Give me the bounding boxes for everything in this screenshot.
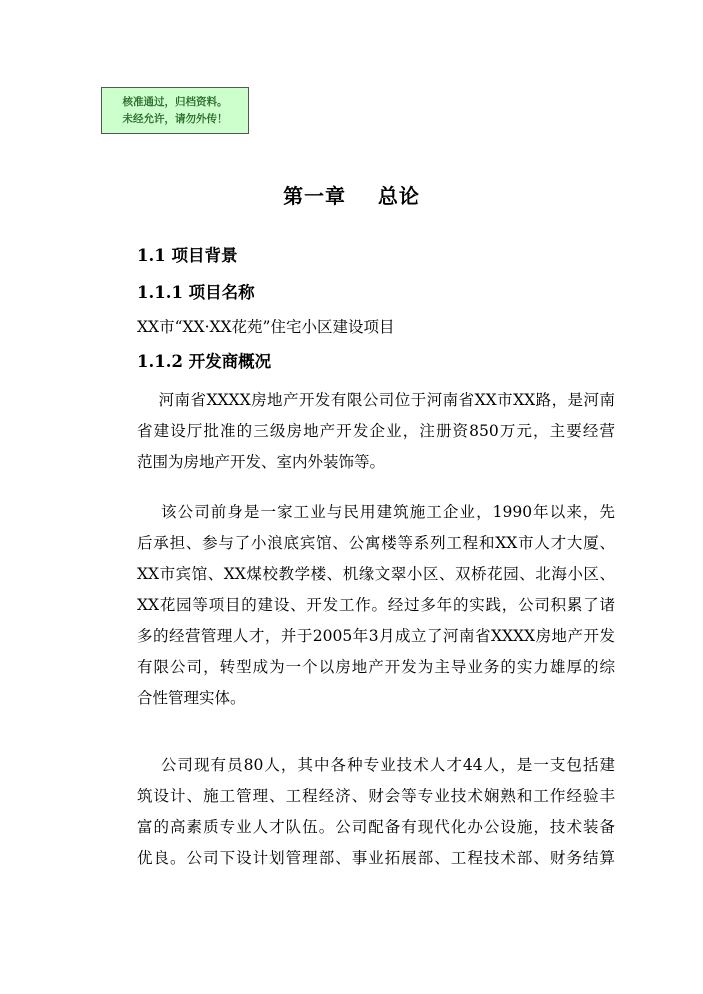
paragraph-line: 筑设计、施工管理、工程经济、财会等专业技术娴熟和工作经验丰 bbox=[137, 787, 615, 805]
paragraph-line: 优良。公司下设计划管理部、事业拓展部、工程技术部、财务结算 bbox=[137, 849, 615, 867]
paragraph-line: 多的经营管理人才，并于2005年3月成立了河南省XXXX房地产开发 bbox=[137, 627, 615, 645]
stamp-line-2: 未经允许，请勿外传！ bbox=[122, 113, 228, 125]
paragraph-company-history bbox=[137, 497, 615, 714]
paragraph-line: 公司现有员80人，其中各种专业技术人才44人，是一支包括建 bbox=[137, 756, 615, 774]
paragraph-line: XX市宾馆、XX煤校教学楼、机缘文翠小区、双桥花园、北海小区、 bbox=[137, 565, 615, 583]
paragraph-line: 后承担、参与了小浪底宾馆、公寓楼等系列工程和XX市人才大厦、 bbox=[137, 534, 615, 552]
paragraph-line: 范围为房地产开发、室内外装饰等。 bbox=[137, 453, 386, 471]
paragraph-line: 省建设厅批准的三级房地产开发企业，注册资850万元，主要经营 bbox=[137, 422, 615, 440]
paragraph-line: 有限公司，转型成为一个以房地产开发为主导业务的实力雄厚的综 bbox=[137, 658, 615, 676]
section-heading-1-1-2: 1.1.2 开发商概况 bbox=[137, 352, 272, 371]
paragraph-company-location bbox=[137, 385, 615, 478]
chapter-title: 第一章 总论 bbox=[283, 184, 420, 208]
project-name-text: XX市“XX·XX花苑”住宅小区建设项目 bbox=[137, 318, 395, 336]
paragraph-line: 该公司前身是一家工业与民用建筑施工企业，1990年以来，先 bbox=[137, 503, 615, 521]
paragraph-line: 合性管理实体。 bbox=[137, 689, 246, 707]
approval-stamp bbox=[101, 87, 249, 134]
paragraph-line: 河南省XXXX房地产开发有限公司位于河南省XX市XX路，是河南 bbox=[137, 391, 615, 409]
paragraph-line: XX花园等项目的建设、开发工作。经过多年的实践，公司积累了诸 bbox=[137, 596, 615, 614]
paragraph-line: 富的高素质专业人才队伍。公司配备有现代化办公设施，技术装备 bbox=[137, 818, 615, 836]
section-heading-1-1-1: 1.1.1 项目名称 bbox=[137, 283, 255, 302]
stamp-line-1: 核准通过，归档资料。 bbox=[122, 96, 228, 108]
paragraph-company-staff bbox=[137, 750, 615, 874]
section-heading-1-1: 1.1 项目背景 bbox=[137, 246, 238, 265]
